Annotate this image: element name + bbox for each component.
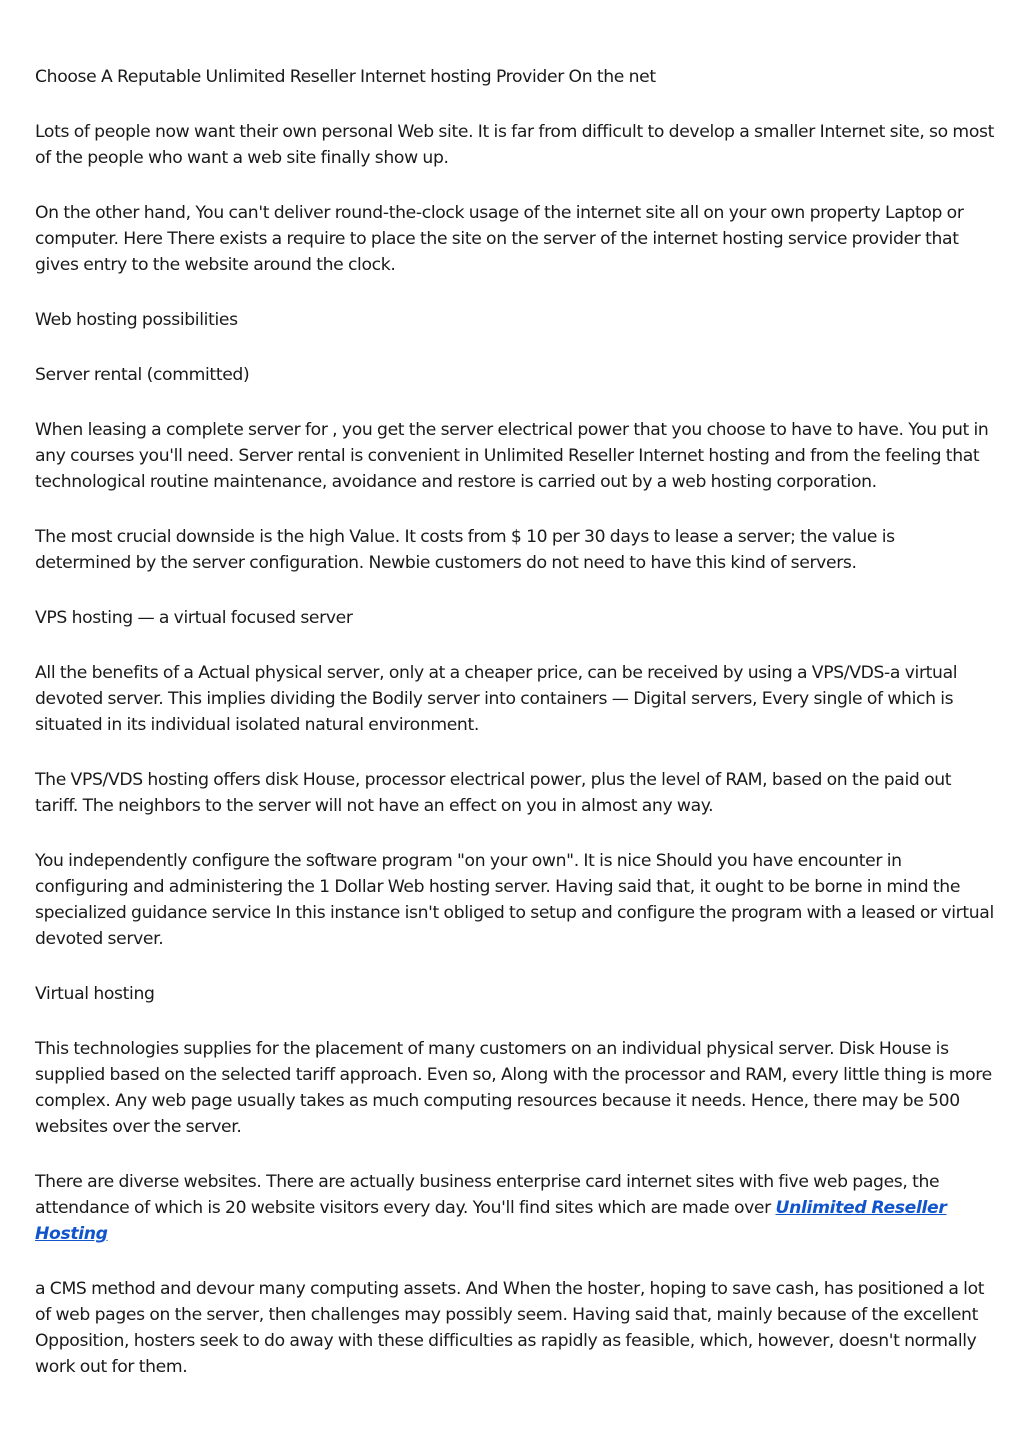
- paragraph-round-the-clock: On the other hand, You can't deliver round-the-clock usage of the internet site all on your own property Laptop or computer. Here There exists a require to place the site on the server of the internet hosting service provider that gives entry to the website around the clock.: [35, 203, 964, 275]
- heading-vps-hosting: VPS hosting — a virtual focused server: [35, 608, 353, 628]
- document-page: [35, 64, 995, 1409]
- paragraph-vps-benefits: All the benefits of a Actual physical server, only at a cheaper price, can be received by using a VPS/VDS-a virtual devoted server. This implies dividing the Bodily server into containers — Digital servers, Every single of which is situated in its individual isolated natural environment.: [35, 663, 958, 735]
- paragraph-virtual-hosting: This technologies supplies for the placement of many customers on an individual physical server. Disk House is supplied based on the selected tariff approach. Even so, Along with the processor and RAM, every little thing is more complex. Any web page usually takes as much computing resources because it needs. Hence, there may be 500 websites over the server.: [35, 1039, 992, 1137]
- paragraph-downside: The most crucial downside is the high Value. It costs from $ 10 per 30 days to lease a server; the value is determined by the server configuration. Newbie customers do not need to have this kind of servers.: [35, 527, 895, 573]
- paragraph-configure: You independently configure the software program "on your own". It is nice Should you have encounter in configuring and administering the 1 Dollar Web hosting server. Having said that, it ought to be borne in mind the specialized guidance service In this instance isn't obliged to setup and configure the program with a leased or virtual devoted server.: [35, 851, 994, 949]
- unlimited-reseller-hosting-link[interactable]: Unlimited Reseller Hosting: [35, 1198, 947, 1244]
- paragraph-server-rental: When leasing a complete server for , you get the server electrical power that you choose to have to have. You put in any courses you'll need. Server rental is convenient in Unlimited Reseller Internet hosting and from the feeling that technological routine maintenance, avoidance and restore is carried out by a web hosting corporation.: [35, 420, 989, 492]
- heading-web-hosting-possibilities: Web hosting possibilities: [35, 310, 238, 330]
- heading-virtual-hosting: Virtual hosting: [35, 984, 155, 1004]
- paragraph-diverse-websites-text: There are diverse websites. There are actually business enterprise card internet sites with five web pages, the attendance of which is 20 website visitors every day. You'll find sites which are made over: [35, 1172, 940, 1218]
- paragraph-cms: a CMS method and devour many computing assets. And When the hoster, hoping to save cash, has positioned a lot of web pages on the server, then challenges may possibly seem. Having said that, mainly because of the excellent Opposition, hosters seek to do away with these difficulties as rapidly as feasible, which, however, doesn't normally work out for them.: [35, 1279, 985, 1377]
- paragraph-vps-offers: The VPS/VDS hosting offers disk House, processor electrical power, plus the level of RAM, based on the paid out tariff. The neighbors to the server will not have an effect on you in almost any way.: [35, 770, 952, 816]
- document-title: Choose A Reputable Unlimited Reseller Internet hosting Provider On the net: [35, 67, 656, 87]
- paragraph-intro: Lots of people now want their own personal Web site. It is far from difficult to develop a smaller Internet site, so most of the people who want a web site finally show up.: [35, 122, 994, 168]
- heading-server-rental: Server rental (committed): [35, 365, 250, 385]
- paragraph-diverse-websites: [35, 1169, 995, 1247]
